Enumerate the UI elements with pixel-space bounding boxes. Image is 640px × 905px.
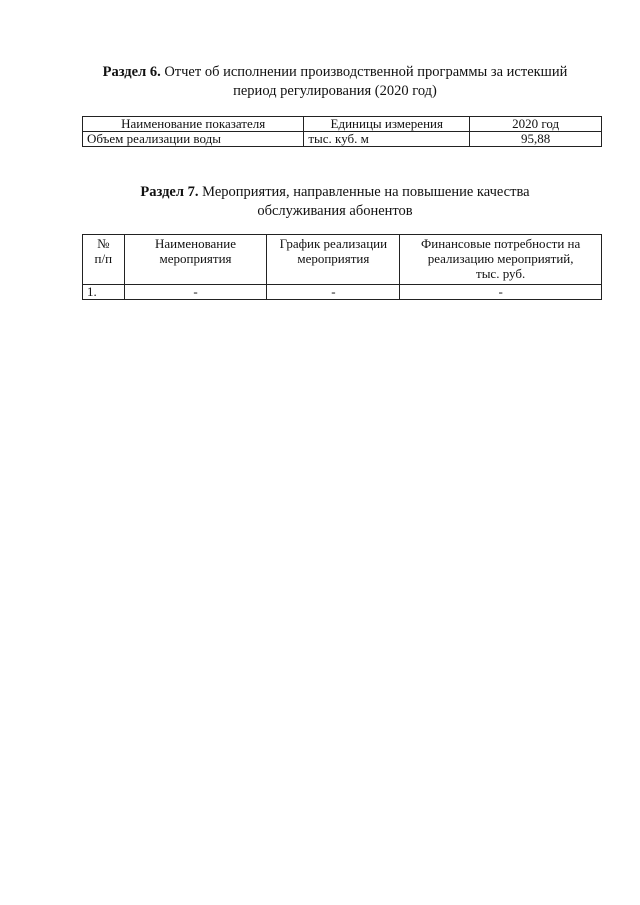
table-header-row (83, 117, 602, 132)
header-schedule-line1: График реализации (279, 236, 388, 251)
production-program-table (82, 116, 602, 147)
table-row (83, 285, 602, 300)
header-number-line2: п/п (94, 251, 113, 266)
measures-table (82, 234, 602, 300)
header-schedule (267, 235, 400, 285)
header-financial-needs-line2: реализацию мероприятий, (427, 251, 574, 266)
header-number-line1: № (97, 236, 110, 251)
cell-financial: - (400, 285, 602, 300)
table-header-row (83, 235, 602, 285)
cell-measure: - (124, 285, 267, 300)
section-6-title-line1: Отчет об исполнении производственной программы за истекший (160, 64, 568, 80)
header-financial-needs-line3: тыс. руб. (476, 266, 526, 281)
header-schedule-line2: мероприятия (297, 251, 370, 266)
header-financial-needs-line1: Финансовые потребности на (421, 236, 581, 251)
cell-unit: тыс. куб. м (304, 132, 470, 147)
section-6-heading (70, 63, 600, 101)
section-6-title-line2: период регулирования (2020 год) (233, 83, 437, 99)
section-7-title-line2: обслуживания абонентов (257, 203, 413, 219)
section-7-label: Раздел 7. (140, 184, 199, 200)
section-6-label: Раздел 6. (102, 64, 161, 80)
section-7-heading (70, 183, 600, 221)
header-units: Единицы измерения (304, 117, 470, 132)
cell-indicator: Объем реализации воды (83, 132, 304, 147)
table-row (83, 132, 602, 147)
header-measure-name (124, 235, 267, 285)
cell-schedule: - (267, 285, 400, 300)
cell-value: 95,88 (470, 132, 602, 147)
header-measure-name-line1: Наименование (155, 236, 236, 251)
header-number (83, 235, 125, 285)
header-year: 2020 год (470, 117, 602, 132)
header-indicator-name: Наименование показателя (83, 117, 304, 132)
header-financial-needs (400, 235, 602, 285)
header-measure-name-line2: мероприятия (159, 251, 232, 266)
cell-number: 1. (83, 285, 125, 300)
section-7-title-line1: Мероприятия, направленные на повышение качества (198, 184, 530, 200)
